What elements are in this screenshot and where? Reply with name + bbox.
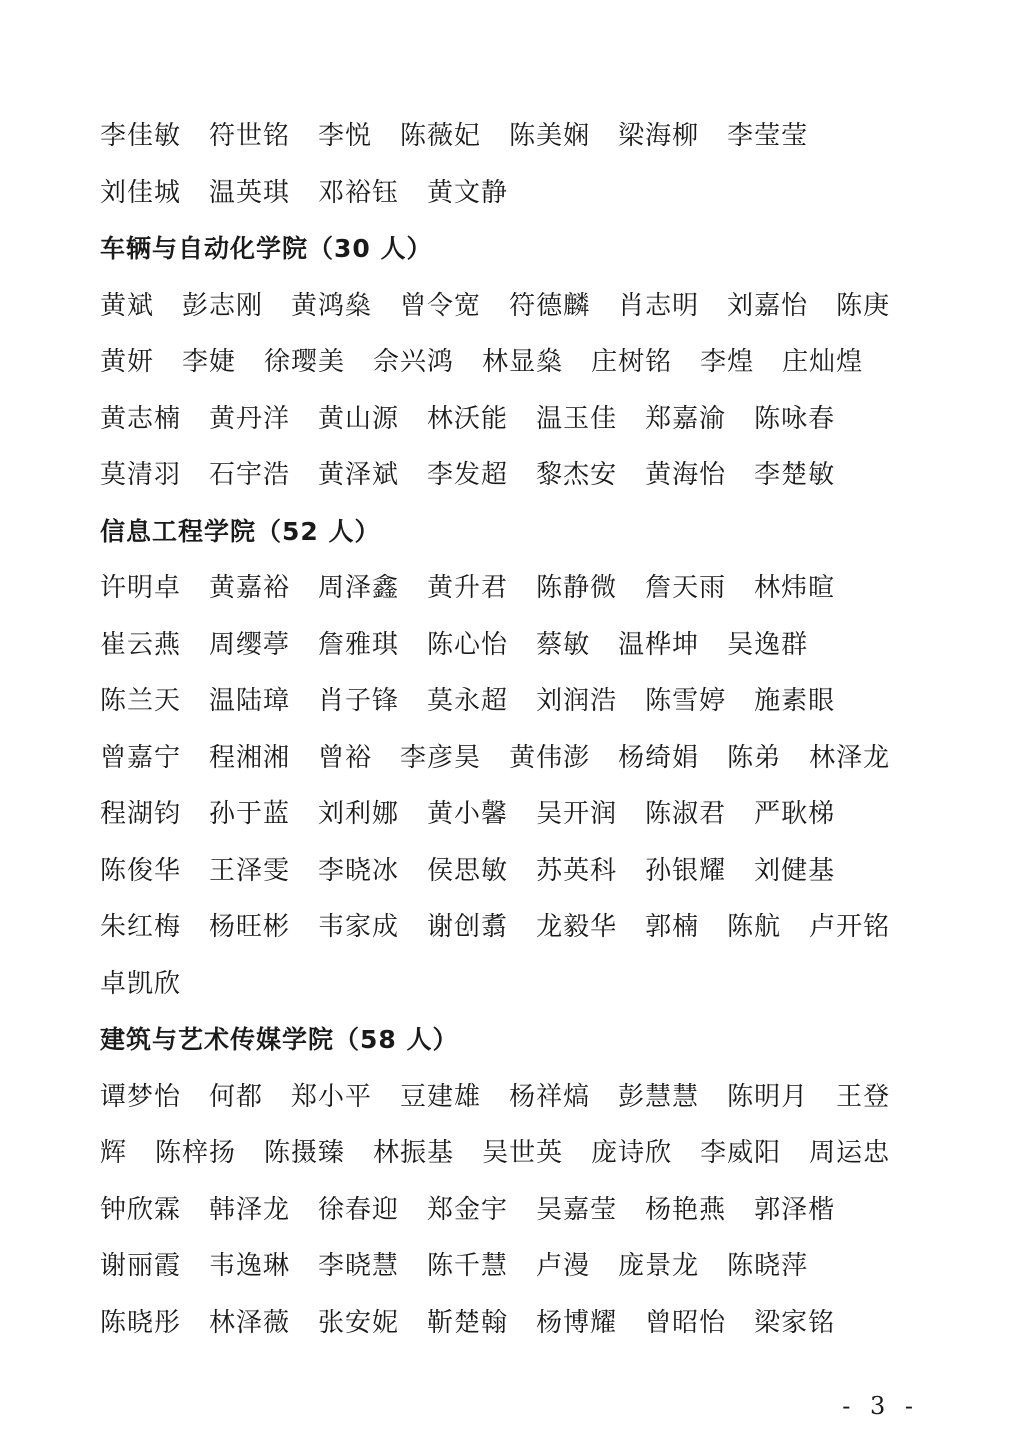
person-name: 周运忠 xyxy=(809,1138,891,1168)
person-name: 庄树铭 xyxy=(591,347,673,377)
person-name: 黄伟澎 xyxy=(509,742,591,773)
person-name: 李威阳 xyxy=(700,1138,782,1168)
person-name: 王登 xyxy=(836,1081,891,1112)
name-list xyxy=(100,108,940,1351)
person-name: 黄志楠 xyxy=(100,403,182,434)
person-name: 苏英科 xyxy=(536,855,618,886)
person-name: 孙银耀 xyxy=(645,855,727,886)
person-name: 黄海怡 xyxy=(645,460,727,490)
person-name: 刘佳城 xyxy=(100,177,182,208)
person-name: 庄灿煌 xyxy=(782,347,864,377)
person-name: 莫永超 xyxy=(427,686,509,716)
name-row xyxy=(100,956,940,1013)
name-row xyxy=(100,447,940,504)
person-name: 李煌 xyxy=(700,347,755,377)
person-name: 詹雅琪 xyxy=(318,629,400,660)
person-name: 李莹莹 xyxy=(727,121,809,151)
person-name: 李晓冰 xyxy=(318,855,400,886)
person-name: 韦逸琳 xyxy=(209,1251,291,1281)
section-heading: 车辆与自动化学院（30 人） xyxy=(100,234,433,263)
person-name: 蔡敏 xyxy=(536,629,591,660)
person-name: 陈弟 xyxy=(727,742,782,773)
person-name: 吴逸群 xyxy=(727,629,809,660)
person-name: 詹天雨 xyxy=(645,573,727,603)
page-number: - 3 - xyxy=(842,1392,919,1420)
name-row xyxy=(100,673,940,730)
person-name: 温英琪 xyxy=(209,177,291,208)
person-name: 黄泽斌 xyxy=(318,460,400,490)
person-name: 符世铭 xyxy=(209,121,291,151)
person-name: 刘润浩 xyxy=(536,686,618,716)
person-name: 梁家铭 xyxy=(754,1307,836,1338)
person-name: 杨旺彬 xyxy=(209,912,291,942)
person-name: 韩泽龙 xyxy=(209,1194,291,1225)
person-name: 侯思敏 xyxy=(427,855,509,886)
person-name: 李楚敏 xyxy=(754,460,836,490)
name-row xyxy=(100,899,940,956)
name-row xyxy=(100,165,940,222)
name-row xyxy=(100,730,940,787)
person-name: 黄斌 xyxy=(100,290,155,321)
person-name: 谭梦怡 xyxy=(100,1081,182,1112)
person-name: 曾嘉宁 xyxy=(100,742,182,773)
name-row xyxy=(100,1069,940,1126)
person-name: 陈庚 xyxy=(836,290,891,321)
person-name: 徐璎美 xyxy=(264,347,346,377)
person-name: 庞景龙 xyxy=(618,1251,700,1281)
person-name: 徐春迎 xyxy=(318,1194,400,1225)
name-row xyxy=(100,617,940,674)
person-name: 林显燊 xyxy=(482,347,564,377)
person-name: 孙于蓝 xyxy=(209,799,291,829)
person-name: 林振基 xyxy=(373,1138,455,1168)
person-name: 温桦坤 xyxy=(618,629,700,660)
person-name: 李佳敏 xyxy=(100,121,182,151)
person-name: 陈淑君 xyxy=(645,799,727,829)
person-name: 肖子锋 xyxy=(318,686,400,716)
person-name: 陈心怡 xyxy=(427,629,509,660)
section-heading: 建筑与艺术传媒学院（58 人） xyxy=(100,1025,459,1054)
person-name: 郭泽楷 xyxy=(754,1194,836,1225)
person-name: 张安妮 xyxy=(318,1307,400,1338)
person-name: 朱红梅 xyxy=(100,912,182,942)
person-name: 王泽雯 xyxy=(209,855,291,886)
person-name: 杨艳燕 xyxy=(645,1194,727,1225)
person-name: 陈雪婷 xyxy=(645,686,727,716)
person-name: 陈咏春 xyxy=(754,403,836,434)
person-name: 林泽薇 xyxy=(209,1307,291,1338)
person-name: 陈薇妃 xyxy=(400,121,482,151)
person-name: 施素眼 xyxy=(754,686,836,716)
person-name: 吴开润 xyxy=(536,799,618,829)
name-row xyxy=(100,560,940,617)
person-name: 陈千慧 xyxy=(427,1251,509,1281)
person-name: 黄嘉裕 xyxy=(209,573,291,603)
person-name: 崔云燕 xyxy=(100,629,182,660)
person-name: 黄妍 xyxy=(100,347,155,377)
person-name: 杨祥熇 xyxy=(509,1081,591,1112)
person-name: 刘嘉怡 xyxy=(727,290,809,321)
name-row xyxy=(100,1295,940,1352)
person-name: 李发超 xyxy=(427,460,509,490)
person-name: 李婕 xyxy=(182,347,237,377)
person-name: 卢开铭 xyxy=(809,912,891,942)
person-name: 谢丽霞 xyxy=(100,1251,182,1281)
person-name: 许明卓 xyxy=(100,573,182,603)
person-name: 卓凯欣 xyxy=(100,968,182,999)
person-name: 郭楠 xyxy=(645,912,700,942)
person-name: 彭志刚 xyxy=(182,290,264,321)
person-name: 佘兴鸿 xyxy=(373,347,455,377)
person-name: 程湖钧 xyxy=(100,799,182,829)
person-name: 邓裕钰 xyxy=(318,177,400,208)
person-name: 周泽鑫 xyxy=(318,573,400,603)
section-heading: 信息工程学院（52 人） xyxy=(100,516,381,546)
person-name: 温陆璋 xyxy=(209,686,291,716)
person-name: 李悦 xyxy=(318,121,373,151)
person-name: 周缨葶 xyxy=(209,629,291,660)
person-name: 林沃能 xyxy=(427,403,509,434)
person-name: 陈梓扬 xyxy=(155,1138,237,1168)
name-row xyxy=(100,1182,940,1239)
name-row xyxy=(100,1238,940,1295)
person-name: 黄小馨 xyxy=(427,799,509,829)
person-name: 辉 xyxy=(100,1138,128,1168)
person-name: 黄丹洋 xyxy=(209,403,291,434)
person-name: 符德麟 xyxy=(509,290,591,321)
person-name: 靳楚翰 xyxy=(427,1307,509,1338)
person-name: 杨绮娟 xyxy=(618,742,700,773)
person-name: 曾令宽 xyxy=(400,290,482,321)
name-row xyxy=(100,108,940,165)
person-name: 林泽龙 xyxy=(809,742,891,773)
person-name: 李晓慧 xyxy=(318,1251,400,1281)
name-row xyxy=(100,786,940,843)
person-name: 陈静微 xyxy=(536,573,618,603)
person-name: 庞诗欣 xyxy=(591,1138,673,1168)
person-name: 郑金宇 xyxy=(427,1194,509,1225)
person-name: 黄升君 xyxy=(427,573,509,603)
name-row xyxy=(100,278,940,335)
person-name: 谢创翥 xyxy=(427,912,509,942)
person-name: 吴嘉莹 xyxy=(536,1194,618,1225)
person-name: 肖志明 xyxy=(618,290,700,321)
person-name: 曾昭怡 xyxy=(645,1307,727,1338)
person-name: 何都 xyxy=(209,1081,264,1112)
person-name: 彭慧慧 xyxy=(618,1081,700,1112)
name-row xyxy=(100,1125,940,1182)
person-name: 陈俊华 xyxy=(100,855,182,886)
person-name: 卢漫 xyxy=(536,1251,591,1281)
person-name: 严耿梯 xyxy=(754,799,836,829)
person-name: 莫清羽 xyxy=(100,460,182,490)
person-name: 陈美娴 xyxy=(509,121,591,151)
person-name: 陈航 xyxy=(727,912,782,942)
name-row xyxy=(100,334,940,391)
name-row xyxy=(100,391,940,448)
person-name: 曾裕 xyxy=(318,742,373,773)
person-name: 陈晓萍 xyxy=(727,1251,809,1281)
person-name: 梁海柳 xyxy=(618,121,700,151)
person-name: 吴世英 xyxy=(482,1138,564,1168)
person-name: 黄山源 xyxy=(318,403,400,434)
person-name: 郑嘉渝 xyxy=(645,403,727,434)
person-name: 郑小平 xyxy=(291,1081,373,1112)
person-name: 韦家成 xyxy=(318,912,400,942)
person-name: 陈摄臻 xyxy=(264,1138,346,1168)
person-name: 李彦昊 xyxy=(400,742,482,773)
person-name: 刘利娜 xyxy=(318,799,400,829)
name-row xyxy=(100,843,940,900)
person-name: 陈明月 xyxy=(727,1081,809,1112)
person-name: 程湘湘 xyxy=(209,742,291,773)
person-name: 石宇浩 xyxy=(209,460,291,490)
person-name: 黄文静 xyxy=(427,177,509,208)
person-name: 龙毅华 xyxy=(536,912,618,942)
person-name: 陈兰天 xyxy=(100,686,182,716)
person-name: 刘健基 xyxy=(754,855,836,886)
person-name: 黎杰安 xyxy=(536,460,618,490)
person-name: 豆建雄 xyxy=(400,1081,482,1112)
person-name: 林炜暄 xyxy=(754,573,836,603)
person-name: 温玉佳 xyxy=(536,403,618,434)
person-name: 陈晓彤 xyxy=(100,1307,182,1338)
person-name: 钟欣霖 xyxy=(100,1194,182,1225)
person-name: 杨博耀 xyxy=(536,1307,618,1338)
person-name: 黄鸿燊 xyxy=(291,290,373,321)
